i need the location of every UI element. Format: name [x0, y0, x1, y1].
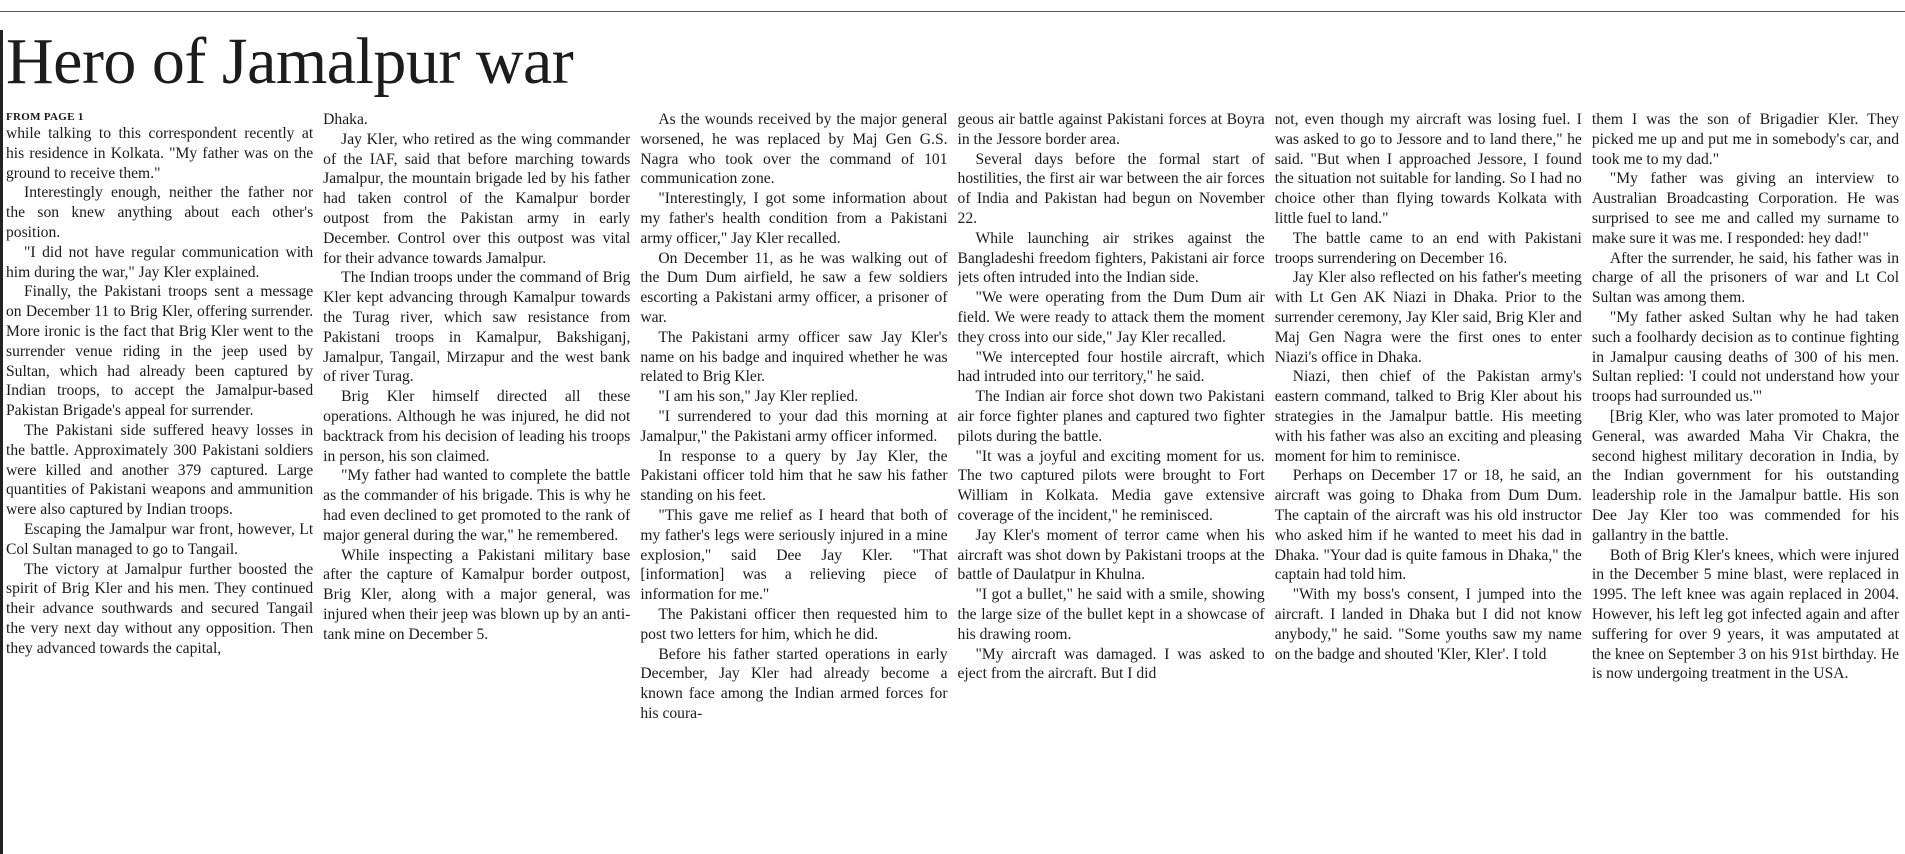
paragraph: Escaping the Jamalpur war front, however, Lt Col Sultan managed to go to Tangail.: [6, 520, 314, 558]
paragraph: "This gave me relief as I heard that both of my father's legs were seriously injured in a mine explosion," said Dee Jay Kler. "That [information] was a relieving piece of information for me.": [640, 506, 948, 604]
paragraph: Interestingly enough, neither the father nor the son knew anything about each other's position.: [6, 184, 314, 241]
paragraph: Finally, the Pakistani troops sent a message on December 11 to Brig Kler, offering surrender. More ironic is the fact that Brig Kler went to the surrender venue riding in the jeep used by Sultan, which had already been captured by Indian troops, to accept the Jamalpur-based Pakistan Brigade's appeal for surrender.: [6, 283, 314, 420]
paragraph: Perhaps on December 17 or 18, he said, an aircraft was going to Dhaka from Dum Dum. The captain of the aircraft was his old instructor who asked him if he wanted to meet his dad in Dhaka. "Your dad is quite famous in Dhaka," the captain had told him.: [1274, 467, 1582, 584]
paragraph: "I surrendered to your dad this morning at Jamalpur," the Pakistani army officer informed.: [640, 407, 948, 445]
column-1: [6, 110, 313, 854]
paragraph: The victory at Jamalpur further boosted the spirit of Brig Kler and his men. They continued their advance southwards and secured Tangail the very next day without any opposition. Then they advanced towards the capital,: [6, 560, 314, 657]
article-columns: [6, 110, 1899, 854]
paragraph: while talking to this correspondent recently at his residence in Kolkata. "My father was on the ground to receive them.": [6, 125, 314, 182]
paragraph: Dhaka.: [323, 111, 368, 128]
paragraph: The Pakistani side suffered heavy losses in the battle. Approximately 300 Pakistani soldiers were killed and another 379 captured. Large quantities of Pakistani weapons and ammunition were also captured by Indian troops.: [6, 421, 314, 519]
paragraph: "With my boss's consent, I jumped into the aircraft. I landed in Dhaka but I did not know anybody," he said. "Some youths saw my name on the badge and shouted 'Kler, Kler'. I told: [1274, 586, 1582, 663]
paragraph: them I was the son of Brigadier Kler. They picked me up and put me in somebody's car, and took me to my dad.": [1591, 111, 1900, 168]
paragraph: not, even though my aircraft was losing fuel. I was asked to go to Jessore and to land there," he said. "But when I approached Jessore, I found the situation not suitable for landing. So I had no choice other than flying towards Kolkata with little fuel to land.": [1274, 111, 1582, 227]
paragraph: The Indian troops under the command of Brig Kler kept advancing through Kamalpur towards the Turag river, which saw resistance from Pakistani troops in Kamalpur, Bakshiganj, Jamalpur, Tangail, Mirzapur and the west bank of river Turag.: [323, 269, 631, 386]
column-5: [1275, 110, 1582, 854]
paragraph: geous air battle against Pakistani forces at Boyra in the Jessore border area.: [957, 111, 1265, 148]
paragraph: The Indian air force shot down two Pakistani air force fighter planes and captured two fighter pilots during the battle.: [957, 388, 1265, 445]
paragraph: "My father asked Sultan why he had taken such a foolhardy decision as to continue fighting in Jamalpur causing deaths of 300 of his men. Sultan replied: 'I could not understand how your troops had surrounded us.'": [1591, 308, 1900, 406]
paragraph: Jay Kler, who retired as the wing commander of the IAF, said that before marching towards Jamalpur, the mountain brigade led by his father had taken control of the Kamalpur border outpost from the Pakistan army in early December. Control over this outpost was vital for their advance towards Jamalpur.: [323, 130, 631, 267]
paragraph: Several days before the formal start of hostilities, the first air war between the air forces of India and Pakistan had begun on November 22.: [957, 150, 1265, 227]
paragraph: The battle came to an end with Pakistani troops surrendering on December 16.: [1274, 229, 1582, 267]
paragraph: As the wounds received by the major general worsened, he was replaced by Maj Gen G.S. Nagra who took over the command of 101 communication zone.: [640, 111, 948, 188]
paragraph: "My father had wanted to complete the battle as the commander of his brigade. This is why he had even declined to get promoted to the rank of major general during the war," he remembered.: [323, 467, 631, 544]
paragraph: "Interestingly, I got some information about my father's health condition from a Pakistani army officer," Jay Kler recalled.: [640, 190, 948, 247]
column-6: [1592, 110, 1899, 854]
column-2: [323, 110, 630, 854]
paragraph: In response to a query by Jay Kler, the Pakistani officer told him that he saw his father standing on his feet.: [640, 447, 948, 505]
paragraph: "I am his son," Jay Kler replied.: [658, 388, 859, 406]
paragraph: [Brig Kler, who was later promoted to Major General, was awarded Maha Vir Chakra, the second highest military decoration in India, by the Indian government for his outstanding leadership role in the Jamalpur battle. His son Dee Jay Kler too was commended for his gallantry in the battle.: [1591, 407, 1900, 544]
paragraph: Niazi, then chief of the Pakistan army's eastern command, talked to Brig Kler about his strategies in the Jamalpur battle. His meeting with his father was also an exciting and pleasing moment for him to reminisce.: [1274, 368, 1582, 465]
paragraph: Brig Kler himself directed all these operations. Although he was injured, he did not backtrack from his decision of leading his troops in person, his son claimed.: [323, 388, 631, 465]
paragraph: After the surrender, he said, his father was in charge of all the prisoners of war and Lt Col Sultan was among them.: [1591, 249, 1900, 307]
top-rule: [0, 11, 1905, 12]
paragraph: "We intercepted four hostile aircraft, which had intruded into our territory," he said.: [957, 348, 1265, 386]
headline: Hero of Jamalpur war: [6, 25, 574, 98]
paragraph: Jay Kler also reflected on his father's meeting with Lt Gen AK Niazi in Dhaka. Prior to the surrender ceremony, Jay Kler said, Brig Kler and Maj Gen Nagra were the first ones to enter Niazi's office in Dhaka.: [1274, 269, 1582, 366]
paragraph: "I did not have regular communication with him during the war," Jay Kler explained.: [6, 243, 314, 281]
continued-from-label: FROM PAGE 1: [6, 111, 84, 123]
column-4: [958, 110, 1265, 854]
paragraph: While launching air strikes against the Bangladeshi freedom fighters, Pakistani air force jets often intruded into the Indian side.: [957, 229, 1265, 287]
paragraph: "I got a bullet," he said with a smile, showing the large size of the bullet kept in a showcase of his drawing room.: [957, 586, 1265, 643]
paragraph: Jay Kler's moment of terror came when his aircraft was shot down by Pakistani troops at the battle of Daulatpur in Khulna.: [957, 526, 1265, 584]
left-edge-rule: [0, 30, 3, 854]
paragraph: While inspecting a Pakistani military base after the capture of Kamalpur border outpost, Brig Kler, along with a major general, was injured when their jeep was blown up by an anti-tank mine on December 5.: [323, 546, 631, 643]
column-3: [640, 110, 947, 854]
paragraph: "My aircraft was damaged. I was asked to eject from the aircraft. But I did: [957, 645, 1265, 683]
paragraph: "We were operating from the Dum Dum air field. We were ready to attack them the moment they cross into our side," Jay Kler recalled.: [957, 289, 1265, 346]
paragraph: Both of Brig Kler's knees, which were injured in the December 5 mine blast, were replaced in 1995. The left knee was again replaced in 2004. However, his left leg got infected again and after suffering for over 9 years, it was amputated at the knee on September 3 on his 91st birthday. He is now undergoing treatment in the USA.: [1591, 546, 1900, 683]
paragraph: The Pakistani army officer saw Jay Kler's name on his badge and inquired whether he was related to Brig Kler.: [640, 328, 948, 386]
paragraph: On December 11, as he was walking out of the Dum Dum airfield, he saw a few soldiers escorting a Pakistani army officer, a prisoner of war.: [640, 249, 948, 326]
paragraph: The Pakistani officer then requested him to post two letters for him, which he did.: [640, 605, 948, 643]
paragraph: "My father was giving an interview to Australian Broadcasting Corporation. He was surprised to see me and called my surname to make sure it was me. I responded: hey dad!": [1591, 170, 1900, 247]
paragraph: Before his father started operations in early December, Jay Kler had already become a known face among the Indian armed forces for his coura-: [640, 645, 948, 722]
paragraph: "It was a joyful and exciting moment for us. The two captured pilots were brought to Fort William in Kolkata. Media gave extensive coverage of the incident," he reminisced.: [957, 447, 1265, 524]
